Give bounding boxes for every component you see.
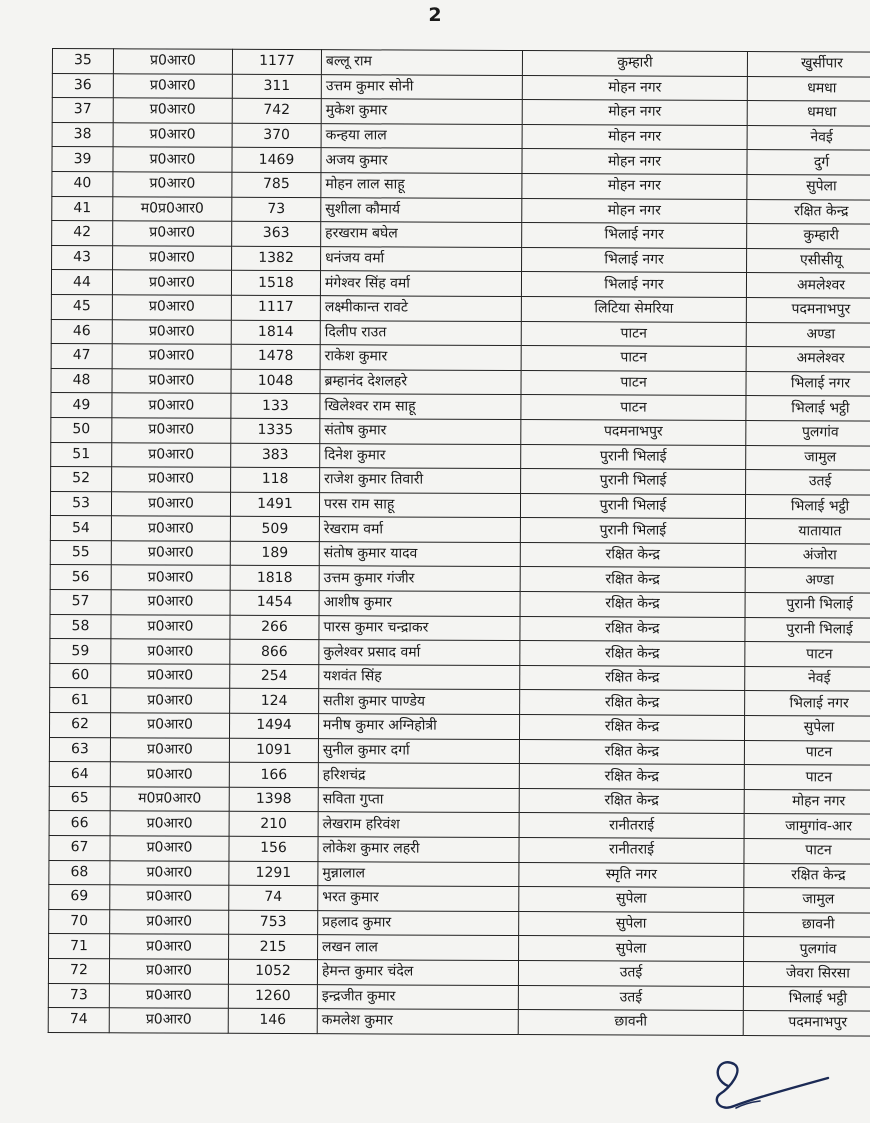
badge-number-cell: 311	[232, 74, 321, 99]
table-row	[50, 491, 870, 519]
serial-number-cell: 63	[49, 737, 110, 762]
serial-number-cell: 65	[49, 786, 110, 811]
to-posting-cell: अंजोरा	[745, 543, 870, 568]
badge-number-cell: 866	[230, 640, 319, 665]
page-number: 2	[428, 4, 442, 26]
to-posting-cell: जामुल	[746, 445, 870, 470]
table-row	[50, 516, 870, 544]
serial-number-cell: 54	[50, 516, 111, 541]
name-cell: यशवंत सिंह	[319, 665, 520, 690]
to-posting-cell: छावनी	[744, 912, 870, 937]
serial-number-cell: 73	[48, 983, 109, 1008]
name-cell: सविता गुप्ता	[318, 787, 519, 812]
badge-number-cell: 509	[230, 517, 319, 542]
from-posting-cell: मोहन नगर	[522, 124, 747, 150]
to-posting-cell: उतई	[746, 470, 870, 495]
table-row	[49, 934, 870, 962]
from-posting-cell: लिटिया सेमरिया	[521, 296, 746, 322]
from-posting-cell: रक्षित केन्द्र	[520, 616, 745, 642]
table-row	[49, 835, 870, 863]
to-posting-cell: रक्षित केन्द्र	[744, 863, 870, 888]
from-posting-cell: रक्षित केन्द्र	[520, 665, 745, 691]
to-posting-cell: भिलाई भट्ठी	[746, 396, 870, 421]
serial-number-cell: 43	[52, 245, 113, 270]
from-posting-cell: पुरानी भिलाई	[520, 493, 745, 519]
to-posting-cell: रक्षित केन्द्र	[747, 199, 870, 224]
to-posting-cell: भिलाई नगर	[745, 691, 870, 716]
badge-number-cell: 1382	[232, 246, 321, 271]
from-posting-cell: उतई	[518, 961, 743, 987]
badge-number-cell: 74	[229, 885, 318, 910]
to-posting-cell: जेवरा सिरसा	[743, 961, 870, 986]
name-cell: लखन लाल	[318, 935, 519, 960]
table-row	[51, 344, 870, 372]
to-posting-cell: भिलाई भट्ठी	[743, 986, 870, 1011]
to-posting-cell: दुर्ग	[747, 150, 870, 175]
table-row	[50, 590, 870, 618]
badge-number-cell: 133	[231, 394, 320, 419]
rank-cell: प्र0आर0	[111, 639, 230, 664]
table-row	[52, 171, 870, 199]
table-row	[50, 565, 870, 593]
table-row	[51, 368, 870, 396]
serial-number-cell: 46	[51, 319, 112, 344]
to-posting-cell: अमलेश्वर	[746, 347, 870, 372]
name-cell: मुकेश कुमार	[321, 99, 522, 124]
serial-number-cell: 37	[52, 98, 113, 123]
from-posting-cell: स्मृति नगर	[519, 862, 744, 888]
badge-number-cell: 753	[229, 910, 318, 935]
name-cell: कमलेश कुमार	[317, 1009, 518, 1034]
serial-number-cell: 64	[49, 762, 110, 787]
badge-number-cell: 210	[229, 812, 318, 837]
rank-cell: प्र0आर0	[113, 123, 232, 148]
name-cell: आशीष कुमार	[319, 591, 520, 616]
name-cell: लेखराम हरिवंश	[318, 812, 519, 837]
rank-cell: प्र0आर0	[112, 295, 231, 320]
rank-cell: प्र0आर0	[111, 664, 230, 689]
serial-number-cell: 49	[51, 393, 112, 418]
badge-number-cell: 266	[230, 615, 319, 640]
transfer-table-body	[48, 49, 870, 1036]
serial-number-cell: 52	[51, 467, 112, 492]
table-row	[52, 49, 870, 77]
rank-cell: प्र0आर0	[111, 541, 230, 566]
name-cell: बल्लू राम	[321, 50, 522, 75]
from-posting-cell: पुरानी भिलाई	[521, 444, 746, 470]
from-posting-cell: पाटन	[521, 321, 746, 347]
name-cell: राकेश कुमार	[320, 345, 521, 370]
signature-mark	[700, 1048, 840, 1118]
rank-cell: प्र0आर0	[110, 836, 229, 861]
rank-cell: प्र0आर0	[113, 73, 232, 98]
to-posting-cell: भिलाई भट्ठी	[745, 494, 870, 519]
rank-cell: प्र0आर0	[112, 418, 231, 443]
from-posting-cell: पाटन	[521, 370, 746, 396]
serial-number-cell: 51	[51, 442, 112, 467]
name-cell: इन्द्रजीत कुमार	[317, 984, 518, 1009]
badge-number-cell: 1454	[230, 590, 319, 615]
serial-number-cell: 42	[52, 221, 113, 246]
from-posting-cell: मोहन नगर	[522, 75, 747, 101]
to-posting-cell: जामुल	[744, 888, 870, 913]
serial-number-cell: 41	[52, 196, 113, 221]
rank-cell: प्र0आर0	[110, 762, 229, 787]
to-posting-cell: सुपेला	[747, 175, 870, 200]
to-posting-cell: पाटन	[745, 642, 870, 667]
badge-number-cell: 215	[229, 935, 318, 960]
badge-number-cell: 785	[232, 172, 321, 197]
name-cell: ब्रम्हानंद देशलहरे	[320, 369, 521, 394]
name-cell: संतोष कुमार यादव	[319, 542, 520, 567]
serial-number-cell: 61	[50, 688, 111, 713]
badge-number-cell: 156	[229, 836, 318, 861]
table-row	[51, 270, 870, 298]
serial-number-cell: 58	[50, 614, 111, 639]
from-posting-cell: रक्षित केन्द्र	[519, 788, 744, 814]
table-row	[51, 294, 870, 322]
rank-cell: प्र0आर0	[110, 910, 229, 935]
table-row	[49, 860, 870, 888]
serial-number-cell: 47	[51, 344, 112, 369]
to-posting-cell: अण्डा	[745, 568, 870, 593]
to-posting-cell: एसीसीयू	[747, 248, 870, 273]
from-posting-cell: रानीतराई	[519, 813, 744, 839]
badge-number-cell: 118	[231, 467, 320, 492]
name-cell: कुलेश्वर प्रसाद वर्मा	[319, 640, 520, 665]
from-posting-cell: पदमनाभपुर	[521, 419, 746, 445]
serial-number-cell: 56	[50, 565, 111, 590]
name-cell: उत्तम कुमार सोनी	[321, 74, 522, 99]
serial-number-cell: 72	[48, 958, 109, 983]
table-row	[48, 983, 870, 1011]
table-row	[49, 909, 870, 937]
serial-number-cell: 60	[50, 663, 111, 688]
to-posting-cell: कुम्हारी	[747, 224, 870, 249]
table-row	[50, 663, 870, 691]
name-cell: दिलीप राउत	[320, 320, 521, 345]
badge-number-cell: 1469	[232, 148, 321, 173]
serial-number-cell: 38	[52, 122, 113, 147]
from-posting-cell: रक्षित केन्द्र	[520, 542, 745, 568]
rank-cell: प्र0आर0	[111, 688, 230, 713]
table-row	[50, 540, 870, 568]
badge-number-cell: 1260	[228, 984, 317, 1009]
badge-number-cell: 254	[230, 664, 319, 689]
badge-number-cell: 1491	[230, 492, 319, 517]
name-cell: कन्हया लाल	[321, 123, 522, 148]
rank-cell: प्र0आर0	[110, 934, 229, 959]
name-cell: दिनेश कुमार	[320, 443, 521, 468]
to-posting-cell: पुलगांव	[746, 420, 870, 445]
name-cell: सुशीला कौमार्य	[321, 197, 522, 222]
badge-number-cell: 1335	[231, 418, 320, 443]
name-cell: प्रहलाद कुमार	[318, 910, 519, 935]
to-posting-cell: मोहन नगर	[744, 789, 870, 814]
to-posting-cell: पाटन	[744, 765, 870, 790]
name-cell: लक्ष्मीकान्त रावटे	[320, 296, 521, 321]
from-posting-cell: मोहन नगर	[522, 174, 747, 200]
from-posting-cell: पुरानी भिलाई	[520, 518, 745, 544]
table-row	[51, 393, 870, 421]
from-posting-cell: रक्षित केन्द्र	[520, 567, 745, 593]
table-row	[52, 122, 870, 150]
name-cell: धनंजय वर्मा	[321, 246, 522, 271]
to-posting-cell: भिलाई नगर	[746, 371, 870, 396]
table-row	[52, 245, 870, 273]
rank-cell: प्र0आर0	[112, 270, 231, 295]
from-posting-cell: कुम्हारी	[522, 51, 747, 77]
rank-cell: प्र0आर0	[110, 811, 229, 836]
rank-cell: प्र0आर0	[110, 737, 229, 762]
name-cell: मंगेश्वर सिंह वर्मा	[320, 271, 521, 296]
name-cell: मोहन लाल साहू	[321, 173, 522, 198]
from-posting-cell: पाटन	[521, 395, 746, 421]
badge-number-cell: 124	[230, 689, 319, 714]
table-row	[52, 73, 870, 101]
rank-cell: प्र0आर0	[109, 959, 228, 984]
serial-number-cell: 55	[50, 540, 111, 565]
serial-number-cell: 71	[49, 934, 110, 959]
from-posting-cell: उतई	[518, 985, 743, 1011]
from-posting-cell: पुरानी भिलाई	[521, 469, 746, 495]
badge-number-cell: 370	[232, 123, 321, 148]
badge-number-cell: 146	[228, 1008, 317, 1033]
to-posting-cell: पदमनाभपुर	[743, 1011, 870, 1036]
to-posting-cell: पदमनाभपुर	[746, 297, 870, 322]
to-posting-cell: धमधा	[747, 101, 870, 126]
table-row	[49, 786, 870, 814]
rank-cell: प्र0आर0	[112, 442, 231, 467]
from-posting-cell: मोहन नगर	[522, 198, 747, 224]
name-cell: भरत कुमार	[318, 886, 519, 911]
serial-number-cell: 57	[50, 590, 111, 615]
table-row	[49, 885, 870, 913]
to-posting-cell: पुरानी भिलाई	[745, 617, 870, 642]
serial-number-cell: 66	[49, 811, 110, 836]
badge-number-cell: 1177	[232, 49, 321, 74]
name-cell: सुनील कुमार दर्गा	[318, 738, 519, 763]
from-posting-cell: मोहन नगर	[522, 100, 747, 126]
from-posting-cell: रक्षित केन्द्र	[519, 739, 744, 765]
to-posting-cell: पुलगांव	[744, 937, 870, 962]
name-cell: हरखराम बघेल	[321, 222, 522, 247]
badge-number-cell: 189	[230, 541, 319, 566]
table-row	[49, 737, 870, 765]
table-row	[49, 811, 870, 839]
rank-cell: प्र0आर0	[112, 467, 231, 492]
name-cell: परस राम साहू	[319, 492, 520, 517]
to-posting-cell: यातायात	[745, 519, 870, 544]
name-cell: हरिशचंद्र	[318, 763, 519, 788]
rank-cell: प्र0आर0	[109, 983, 228, 1008]
badge-number-cell: 1052	[228, 959, 317, 984]
table-row	[52, 196, 870, 224]
table-row	[49, 713, 870, 741]
badge-number-cell: 1117	[231, 295, 320, 320]
name-cell: सतीश कुमार पाण्डेय	[319, 689, 520, 714]
table-row	[50, 614, 870, 642]
badge-number-cell: 1291	[229, 861, 318, 886]
from-posting-cell: रक्षित केन्द्र	[519, 715, 744, 741]
from-posting-cell: भिलाई नगर	[522, 223, 747, 249]
serial-number-cell: 69	[49, 885, 110, 910]
from-posting-cell: सुपेला	[519, 936, 744, 962]
rank-cell: प्र0आर0	[113, 49, 232, 74]
rank-cell: प्र0आर0	[109, 1008, 228, 1033]
from-posting-cell: रानीतराई	[519, 838, 744, 864]
rank-cell: प्र0आर0	[112, 393, 231, 418]
serial-number-cell: 44	[51, 270, 112, 295]
rank-cell: प्र0आर0	[111, 590, 230, 615]
rank-cell: प्र0आर0	[110, 713, 229, 738]
rank-cell: प्र0आर0	[112, 344, 231, 369]
to-posting-cell: नेवई	[747, 125, 870, 150]
name-cell: राजेश कुमार तिवारी	[320, 468, 521, 493]
serial-number-cell: 48	[51, 368, 112, 393]
rank-cell: म0प्र0आर0	[113, 196, 232, 221]
table-row	[52, 221, 870, 249]
table-row	[48, 1008, 870, 1036]
name-cell: संतोष कुमार	[320, 419, 521, 444]
name-cell: रेखराम वर्मा	[319, 517, 520, 542]
to-posting-cell: अण्डा	[746, 322, 870, 347]
serial-number-cell: 67	[49, 835, 110, 860]
from-posting-cell: सुपेला	[519, 887, 744, 913]
rank-cell: म0प्र0आर0	[110, 787, 229, 812]
serial-number-cell: 40	[52, 171, 113, 196]
from-posting-cell: रक्षित केन्द्र	[520, 592, 745, 618]
table-row	[51, 319, 870, 347]
serial-number-cell: 53	[50, 491, 111, 516]
badge-number-cell: 1398	[229, 787, 318, 812]
table-row	[51, 442, 870, 470]
rank-cell: प्र0आर0	[110, 860, 229, 885]
rank-cell: प्र0आर0	[113, 98, 232, 123]
from-posting-cell: रक्षित केन्द्र	[520, 641, 745, 667]
badge-number-cell: 1494	[229, 713, 318, 738]
badge-number-cell: 742	[232, 98, 321, 123]
name-cell: खिलेश्वर राम साहू	[320, 394, 521, 419]
rank-cell: प्र0आर0	[113, 221, 232, 246]
badge-number-cell: 383	[231, 443, 320, 468]
serial-number-cell: 35	[52, 49, 113, 74]
serial-number-cell: 36	[52, 73, 113, 98]
rank-cell: प्र0आर0	[112, 368, 231, 393]
badge-number-cell: 1478	[231, 344, 320, 369]
serial-number-cell: 50	[51, 417, 112, 442]
serial-number-cell: 45	[51, 294, 112, 319]
name-cell: अजय कुमार	[321, 148, 522, 173]
badge-number-cell: 1048	[231, 369, 320, 394]
badge-number-cell: 1818	[230, 566, 319, 591]
transfer-table	[48, 48, 870, 1036]
name-cell: मनीष कुमार अग्निहोत्री	[318, 714, 519, 739]
table-row	[48, 958, 870, 986]
rank-cell: प्र0आर0	[113, 246, 232, 271]
from-posting-cell: मोहन नगर	[522, 149, 747, 175]
rank-cell: प्र0आर0	[112, 319, 231, 344]
table-row	[50, 639, 870, 667]
badge-number-cell: 166	[229, 762, 318, 787]
to-posting-cell: पाटन	[744, 839, 870, 864]
rank-cell: प्र0आर0	[111, 516, 230, 541]
name-cell: पारस कुमार चन्द्राकर	[319, 615, 520, 640]
to-posting-cell: पुरानी भिलाई	[745, 593, 870, 618]
from-posting-cell: रक्षित केन्द्र	[519, 764, 744, 790]
to-posting-cell: सुपेला	[744, 716, 870, 741]
table-row	[52, 147, 870, 175]
to-posting-cell: अमलेश्वर	[746, 273, 870, 298]
name-cell: लोकेश कुमार लहरी	[318, 837, 519, 862]
from-posting-cell: छावनी	[518, 1010, 743, 1036]
to-posting-cell: धमधा	[747, 76, 870, 101]
from-posting-cell: रक्षित केन्द्र	[520, 690, 745, 716]
table-row	[51, 467, 870, 495]
rank-cell: प्र0आर0	[113, 172, 232, 197]
badge-number-cell: 1814	[231, 320, 320, 345]
name-cell: मुन्नालाल	[318, 861, 519, 886]
rank-cell: प्र0आर0	[110, 885, 229, 910]
name-cell: हेमन्त कुमार चंदेल	[317, 960, 518, 985]
from-posting-cell: सुपेला	[519, 911, 744, 937]
rank-cell: प्र0आर0	[111, 565, 230, 590]
rank-cell: प्र0आर0	[113, 147, 232, 172]
to-posting-cell: जामुगांव-आर	[744, 814, 870, 839]
from-posting-cell: भिलाई नगर	[522, 247, 747, 273]
table-row	[50, 688, 870, 716]
table-row	[52, 98, 870, 126]
serial-number-cell: 68	[49, 860, 110, 885]
badge-number-cell: 73	[232, 197, 321, 222]
badge-number-cell: 1091	[229, 738, 318, 763]
serial-number-cell: 62	[49, 713, 110, 738]
from-posting-cell: पाटन	[521, 346, 746, 372]
serial-number-cell: 74	[48, 1008, 109, 1033]
badge-number-cell: 1518	[231, 271, 320, 296]
badge-number-cell: 363	[232, 221, 321, 246]
from-posting-cell: भिलाई नगर	[521, 272, 746, 298]
to-posting-cell: नेवई	[745, 666, 870, 691]
name-cell: उत्तम कुमार गंजीर	[319, 566, 520, 591]
rank-cell: प्र0आर0	[111, 491, 230, 516]
table-row	[51, 417, 870, 445]
to-posting-cell: पाटन	[744, 740, 870, 765]
serial-number-cell: 70	[49, 909, 110, 934]
serial-number-cell: 59	[50, 639, 111, 664]
to-posting-cell: खुर्सीपार	[747, 52, 870, 77]
rank-cell: प्र0आर0	[111, 614, 230, 639]
serial-number-cell: 39	[52, 147, 113, 172]
transfer-list	[52, 48, 853, 1033]
table-row	[49, 762, 870, 790]
